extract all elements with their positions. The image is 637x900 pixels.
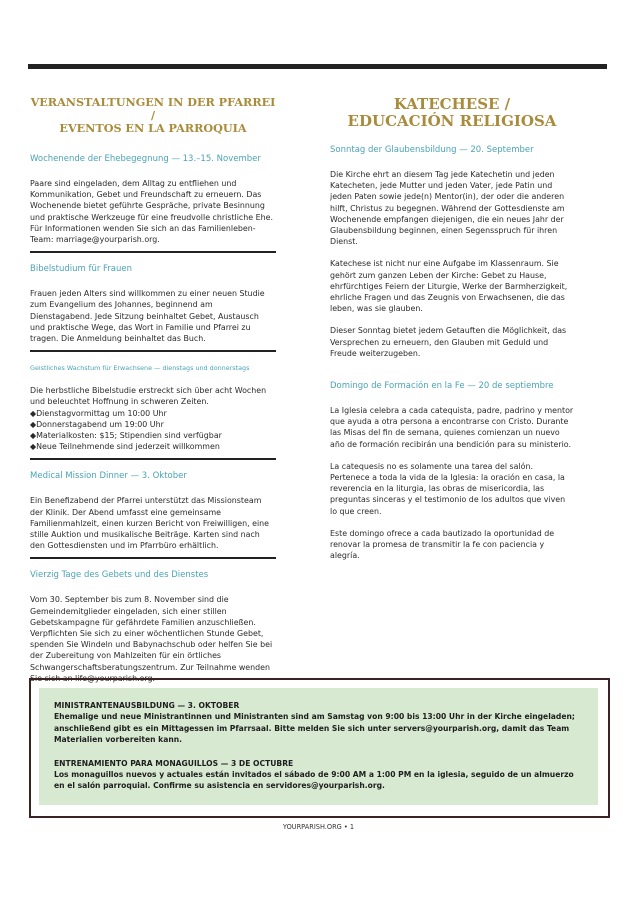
event-medical-mission-dinner xyxy=(30,471,276,557)
event-heading: Geistliches Wachstum für Erwachsene — dienstags und donnerstags xyxy=(30,364,250,373)
notice-heading: ENTRENAMIENTO PARA MONAGUILLOS — 3 DE OCTUBRE xyxy=(54,758,294,768)
section-paragraph: La catequesis no es solamente una tarea del salón. Pertenece a toda la vida de la Iglesia: la oración en casa, la reverencia en la liturgia, las obras de misericordia, las preguntas sinceras y el testimonio de los adultos que viven lo que creen. xyxy=(330,461,566,516)
event-womens-bible-study xyxy=(30,264,276,350)
page-footer: YOURPARISH.ORG • 1 xyxy=(282,823,355,831)
section-paragraph: Este domingo ofrece a cada bautizado la oportunidad de renovar la promesa de transmitir la fe con paciencia y alegría. xyxy=(330,528,555,561)
event-detail-list xyxy=(30,408,276,453)
events-column xyxy=(30,96,276,720)
events-title: VERANSTALTUNGEN IN DER PFARREI / EVENTOS EN LA PARROQUIA xyxy=(30,95,276,135)
event-forty-days xyxy=(30,570,276,690)
section-paragraph: Dieser Sonntag bietet jedem Getauften die Möglichkeit, das Versprechen zu erneuern, den Glauben mit Geduld und Freude weiterzugeben. xyxy=(330,326,567,358)
catechesis-section-german xyxy=(330,145,574,359)
catechesis-column xyxy=(330,96,574,577)
catechesis-title: KATECHESE / EDUCACIÓN RELIGIOSA xyxy=(347,95,557,130)
top-rule xyxy=(28,64,607,69)
event-heading: Wochenende der Ehebegegnung — 13.–15. November xyxy=(30,154,261,164)
event-heading: Bibelstudium für Frauen xyxy=(30,264,133,275)
notice-text: Los monaguillos nuevos y actuales están invitados el sábado de 9:00 AM a 1:00 PM en la iglesia, seguido de un almuerzo en el salón parroquial. Confirme su asistencia en servidores@yourparish.org. xyxy=(54,769,574,790)
catechesis-section-spanish xyxy=(330,381,574,561)
section-heading: Sonntag der Glaubensbildung — 20. September xyxy=(330,145,534,155)
event-text: Frauen jeden Alters sind willkommen zu einer neuen Studie zum Evangelium des Johannes, beginnend am Dienstagabend. Jede Sitzung beinhaltet Gebet, Austausch und praktische Wege, das Wort in Familie und Pfarrei zu tragen. Die Anmeldung beinhaltet das Buch. xyxy=(30,289,265,344)
event-text: Die herbstliche Bibelstudie erstreckt sich über acht Wochen und beleuchtet Hoffnung in schweren Zeiten. xyxy=(30,386,267,407)
event-text: Ein Benefizabend der Pfarrei unterstützt das Missionsteam der Klinik. Der Abend umfasst eine gemeinsame Familienmahlzeit, einen kurzen Bericht von Freiwilligen, eine stille Auktion und musikalische Beiträge. Karten sind nach den Gottesdiensten und im Pfarrbüro erhältlich. xyxy=(30,496,270,551)
event-heading: Medical Mission Dinner — 3. Oktober xyxy=(30,471,187,482)
list-item: ◆ Neue Teilnehmende sind jederzeit willkommen xyxy=(30,441,276,452)
notice-text: Ehemalige und neue Ministrantinnen und Ministranten sind am Samstag von 9:00 bis 13:00 Uhr in der Kirche eingeladen; anschließend gibt es ein Mittagessen im Pfarrsaal. Bitte melden Sie sich unter servers@yourparish.org, damit das Team Materialien vorbereiten kann. xyxy=(54,712,575,744)
divider xyxy=(30,557,276,559)
notice-heading: MINISTRANTENAUSBILDUNG — 3. OKTOBER xyxy=(54,701,240,710)
divider xyxy=(30,251,276,253)
event-heading: Vierzig Tage des Gebets und des Dienstes xyxy=(30,570,209,581)
section-paragraph: La Iglesia celebra a cada catequista, padre, padrino y mentor que ayuda a otra persona a encontrarse con Cristo. Durante las Misas del fin de semana, quienes comienzan un nuevo año de formación recibirán una bendición para su ministerio. xyxy=(330,406,574,449)
event-text: Vom 30. September bis zum 8. November sind die Gemeindemitglieder eingeladen, sich einer stillen Gebetskampagne für gefährdete Familien anzuschließen. Verpflichten Sie sich zu einer wöchentlichen Stunde Gebet, spenden Sie Windeln und Babynachschub oder helfen Sie bei der Zubereitung von Mahlzeiten für ein örtliches Schwangerschaftsberatungszentrum. Zur Teilnahme wenden Sie sich an life@yourparish.org. xyxy=(30,595,273,683)
altar-server-notice xyxy=(29,678,610,818)
divider xyxy=(30,350,276,352)
section-heading: Domingo de Formación en la Fe — 20 de septiembre xyxy=(330,381,554,392)
list-item: ◆ Donnerstagabend um 19:00 Uhr xyxy=(30,419,276,430)
events-list xyxy=(30,154,276,720)
list-item: ◆ Dienstagvormittag um 10:00 Uhr xyxy=(30,408,276,419)
list-item: ◆ Materialkosten: $15; Stipendien sind verfügbar xyxy=(30,430,276,441)
event-text: Paare sind eingeladen, dem Alltag zu entfliehen und Kommunikation, Gebet und Freundschaft zu erneuern. Das Wochenende bietet geführte Gespräche, private Besinnung und praktische Werkzeuge für eine freudvolle christliche Ehe. Für Informationen wenden Sie sich an das Familienleben-Team: marriage@yourparish.org. xyxy=(30,179,273,245)
notice-panel xyxy=(39,688,598,805)
event-adult-growth xyxy=(30,363,276,458)
section-paragraph: Die Kirche ehrt an diesem Tag jede Katechetin und jeden Katecheten, jede Mutter und jeden Vater, jede Patin und jeden Paten sowie jede(n) Mentor(in), der oder die anderen hilft, Christus zu begegnen. Während der Gottesdienste am Wochenende empfangen diejenigen, die ein neues Jahr der Glaubensbildung beginnen, einen Segensspruch für ihren Dienst. xyxy=(330,170,565,247)
section-paragraph: Katechese ist nicht nur eine Aufgabe im Klassenraum. Sie gehört zum ganzen Leben der Kirche: Gebet zu Hause, ehrfürchtiges Feiern der Liturgie, Werke der Barmherzigkeit, ehrliche Fragen und das Zeugnis von Erwachsenen, die das leben, was sie glauben. xyxy=(330,259,568,314)
event-marriage-weekend xyxy=(30,154,276,251)
divider xyxy=(30,458,276,460)
